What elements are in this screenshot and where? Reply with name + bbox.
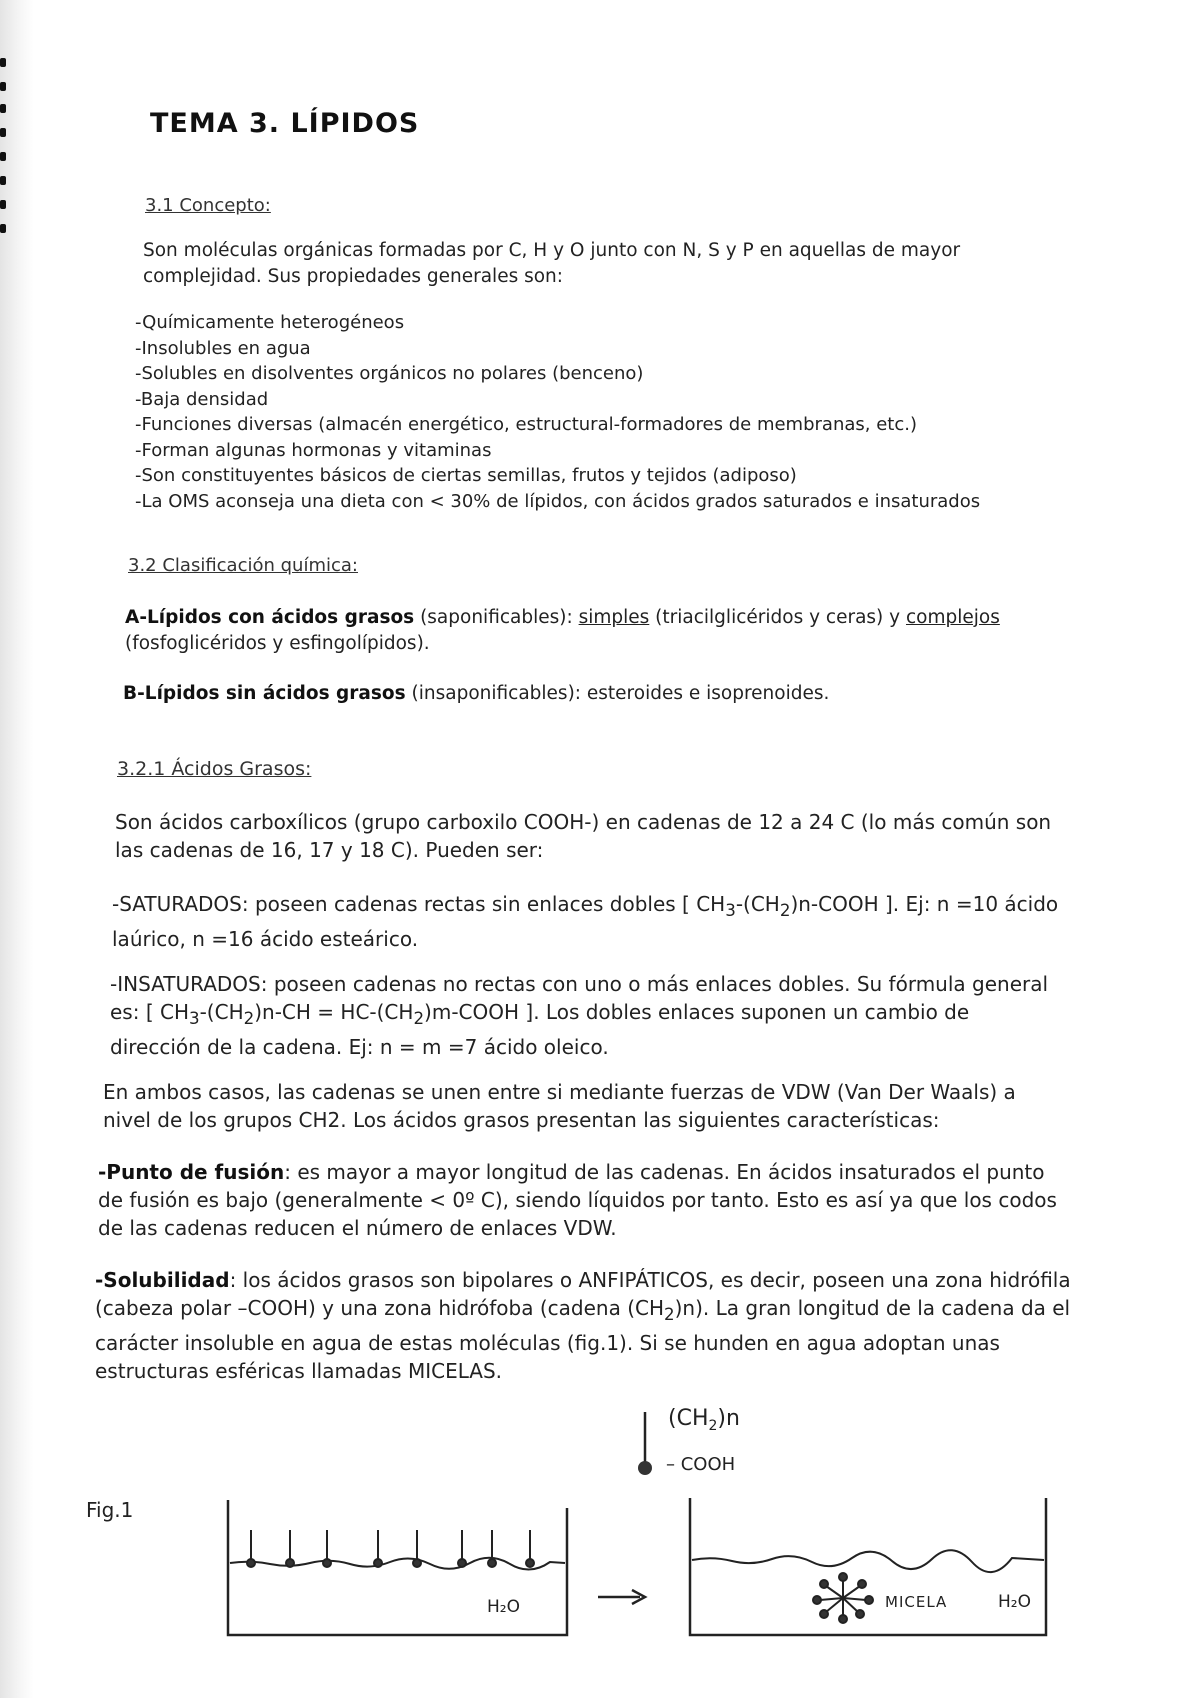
subscript: 3 bbox=[188, 1009, 200, 1028]
list-item: -Químicamente heterogéneos bbox=[135, 312, 405, 333]
text: -(CH bbox=[199, 1000, 244, 1024]
legend-ch2-label: $(CH_2)n$ bbox=[668, 1406, 740, 1434]
text: : es mayor a mayor longitud de las cadenas. En ácidos insaturados el punto de fusión es bajo (generalmente < 0º C), siendo líquidos por tanto. Esto es así ya que los codos de las cadenas reducen el número de enlaces VDW. bbox=[98, 1160, 1057, 1240]
list-item: -Funciones diversas (almacén energético, estructural-formadores de membranas, etc.) bbox=[135, 414, 917, 435]
water-label-right: H₂O bbox=[998, 1592, 1031, 1612]
beaker-right bbox=[690, 1498, 1046, 1635]
figure-label: Fig.1 bbox=[86, 1498, 134, 1522]
text: : los ácidos grasos son bipolares o ANFIPÁTICOS, es decir, poseen una zona hidrófila (cabeza polar –COOH) y una zona hidrófoba (cadena (CH bbox=[95, 1268, 1071, 1320]
text: )n-CH = HC-(CH bbox=[254, 1000, 414, 1024]
complejos-term: complejos bbox=[905, 607, 1000, 628]
text: (triacilglicéridos y ceras) y bbox=[649, 607, 906, 628]
vdw-paragraph: En ambos casos, las cadenas se unen entre si mediante fuerzas de VDW (Van Der Waals) a nivel de los grupos CH2. Los ácidos grasos presentan las siguientes características: bbox=[103, 1080, 1016, 1132]
classification-a bbox=[125, 605, 1065, 657]
legend-cooh-label: – COOH bbox=[666, 1454, 736, 1475]
insaturados-paragraph bbox=[110, 970, 1065, 1061]
beaker-left bbox=[228, 1500, 567, 1635]
subscript: 2 bbox=[413, 1009, 425, 1028]
section-heading-concepto: 3.1 Concepto: bbox=[145, 195, 271, 216]
water-label-left: H₂O bbox=[487, 1597, 520, 1617]
concepto-intro: Son moléculas orgánicas formadas por C, H y O junto con N, S y P en aquellas de mayor complejidad. Sus propiedades generales son: bbox=[143, 240, 961, 287]
classification-b bbox=[123, 681, 1063, 707]
page-title: TEMA 3. LÍPIDOS bbox=[150, 108, 420, 139]
term-lipidos-con-acidos: A-Lípidos con ácidos grasos bbox=[125, 607, 415, 628]
text: -SATURADOS: poseen cadenas rectas sin enlaces dobles [ CH bbox=[112, 892, 726, 916]
solubilidad-paragraph bbox=[95, 1266, 1075, 1385]
micela-label: MICELA bbox=[885, 1593, 948, 1611]
list-item: -Baja densidad bbox=[135, 388, 269, 410]
micelle-icon bbox=[813, 1573, 873, 1623]
text: )n-COOH ]. Ej: n =10 ácido laúrico, n =16 ácido esteárico. bbox=[112, 892, 1059, 951]
term-lipidos-sin-acidos: B-Lípidos sin ácidos grasos bbox=[123, 683, 406, 704]
list-item: -Son constituyentes básicos de ciertas semillas, frutos y tejidos (adiposo) bbox=[135, 465, 797, 486]
legend-head bbox=[638, 1461, 652, 1475]
list-item: -Solubles en disolventes orgánicos no polares (benceno) bbox=[135, 363, 644, 384]
text: -(CH bbox=[735, 892, 780, 916]
section-heading-clasificacion: 3.2 Clasificación química: bbox=[128, 555, 358, 576]
subscript: 2 bbox=[779, 901, 791, 920]
section-heading-acidos-grasos: 3.2.1 Ácidos Grasos: bbox=[117, 758, 312, 780]
list-item: -Insolubles en agua bbox=[135, 337, 311, 359]
acidos-grasos-intro: Son ácidos carboxílicos (grupo carboxilo COOH-) en cadenas de 12 a 24 C (lo más común son las cadenas de 16, 17 y 18 C). Pueden ser: bbox=[115, 810, 1052, 862]
saturados-paragraph bbox=[112, 890, 1062, 953]
punto-fusion-paragraph bbox=[98, 1158, 1073, 1242]
subscript: 2 bbox=[664, 1305, 675, 1324]
subscript: 3 bbox=[725, 901, 736, 920]
text: -INSATURADOS: poseen cadenas no rectas con uno o más enlaces dobles. Su fórmula general es: [ CH bbox=[110, 972, 1049, 1024]
properties-list bbox=[135, 310, 980, 514]
subscript: 2 bbox=[243, 1009, 255, 1028]
binder-hole-marks bbox=[0, 40, 10, 270]
text: (saponificables): bbox=[414, 607, 579, 628]
arrow-icon bbox=[598, 1590, 645, 1604]
list-item: -La OMS aconseja una dieta con < 30% de lípidos, con ácidos grados saturados e insaturados bbox=[135, 490, 981, 512]
simples-term: simples bbox=[578, 607, 650, 628]
term-solubilidad: -Solubilidad bbox=[95, 1268, 230, 1292]
text: (insaponificables): esteroides e isoprenoides. bbox=[405, 683, 830, 704]
text: (fosfoglicéridos y esfingolípidos). bbox=[125, 633, 430, 654]
figure-micelle-diagram bbox=[0, 1400, 1200, 1670]
list-item: -Forman algunas hormonas y vitaminas bbox=[135, 439, 492, 461]
text: )m-COOH ]. Los dobles enlaces suponen un cambio de dirección de la cadena. Ej: n = m =7 ácido oleico. bbox=[110, 1000, 970, 1059]
term-punto-fusion: -Punto de fusión bbox=[98, 1160, 285, 1184]
text: )n). La gran longitud de la cadena da el carácter insoluble en agua de estas moléculas (fig.1). Si se hunden en agua adoptan unas estructuras esféricas llamadas MICELAS. bbox=[95, 1296, 1071, 1383]
